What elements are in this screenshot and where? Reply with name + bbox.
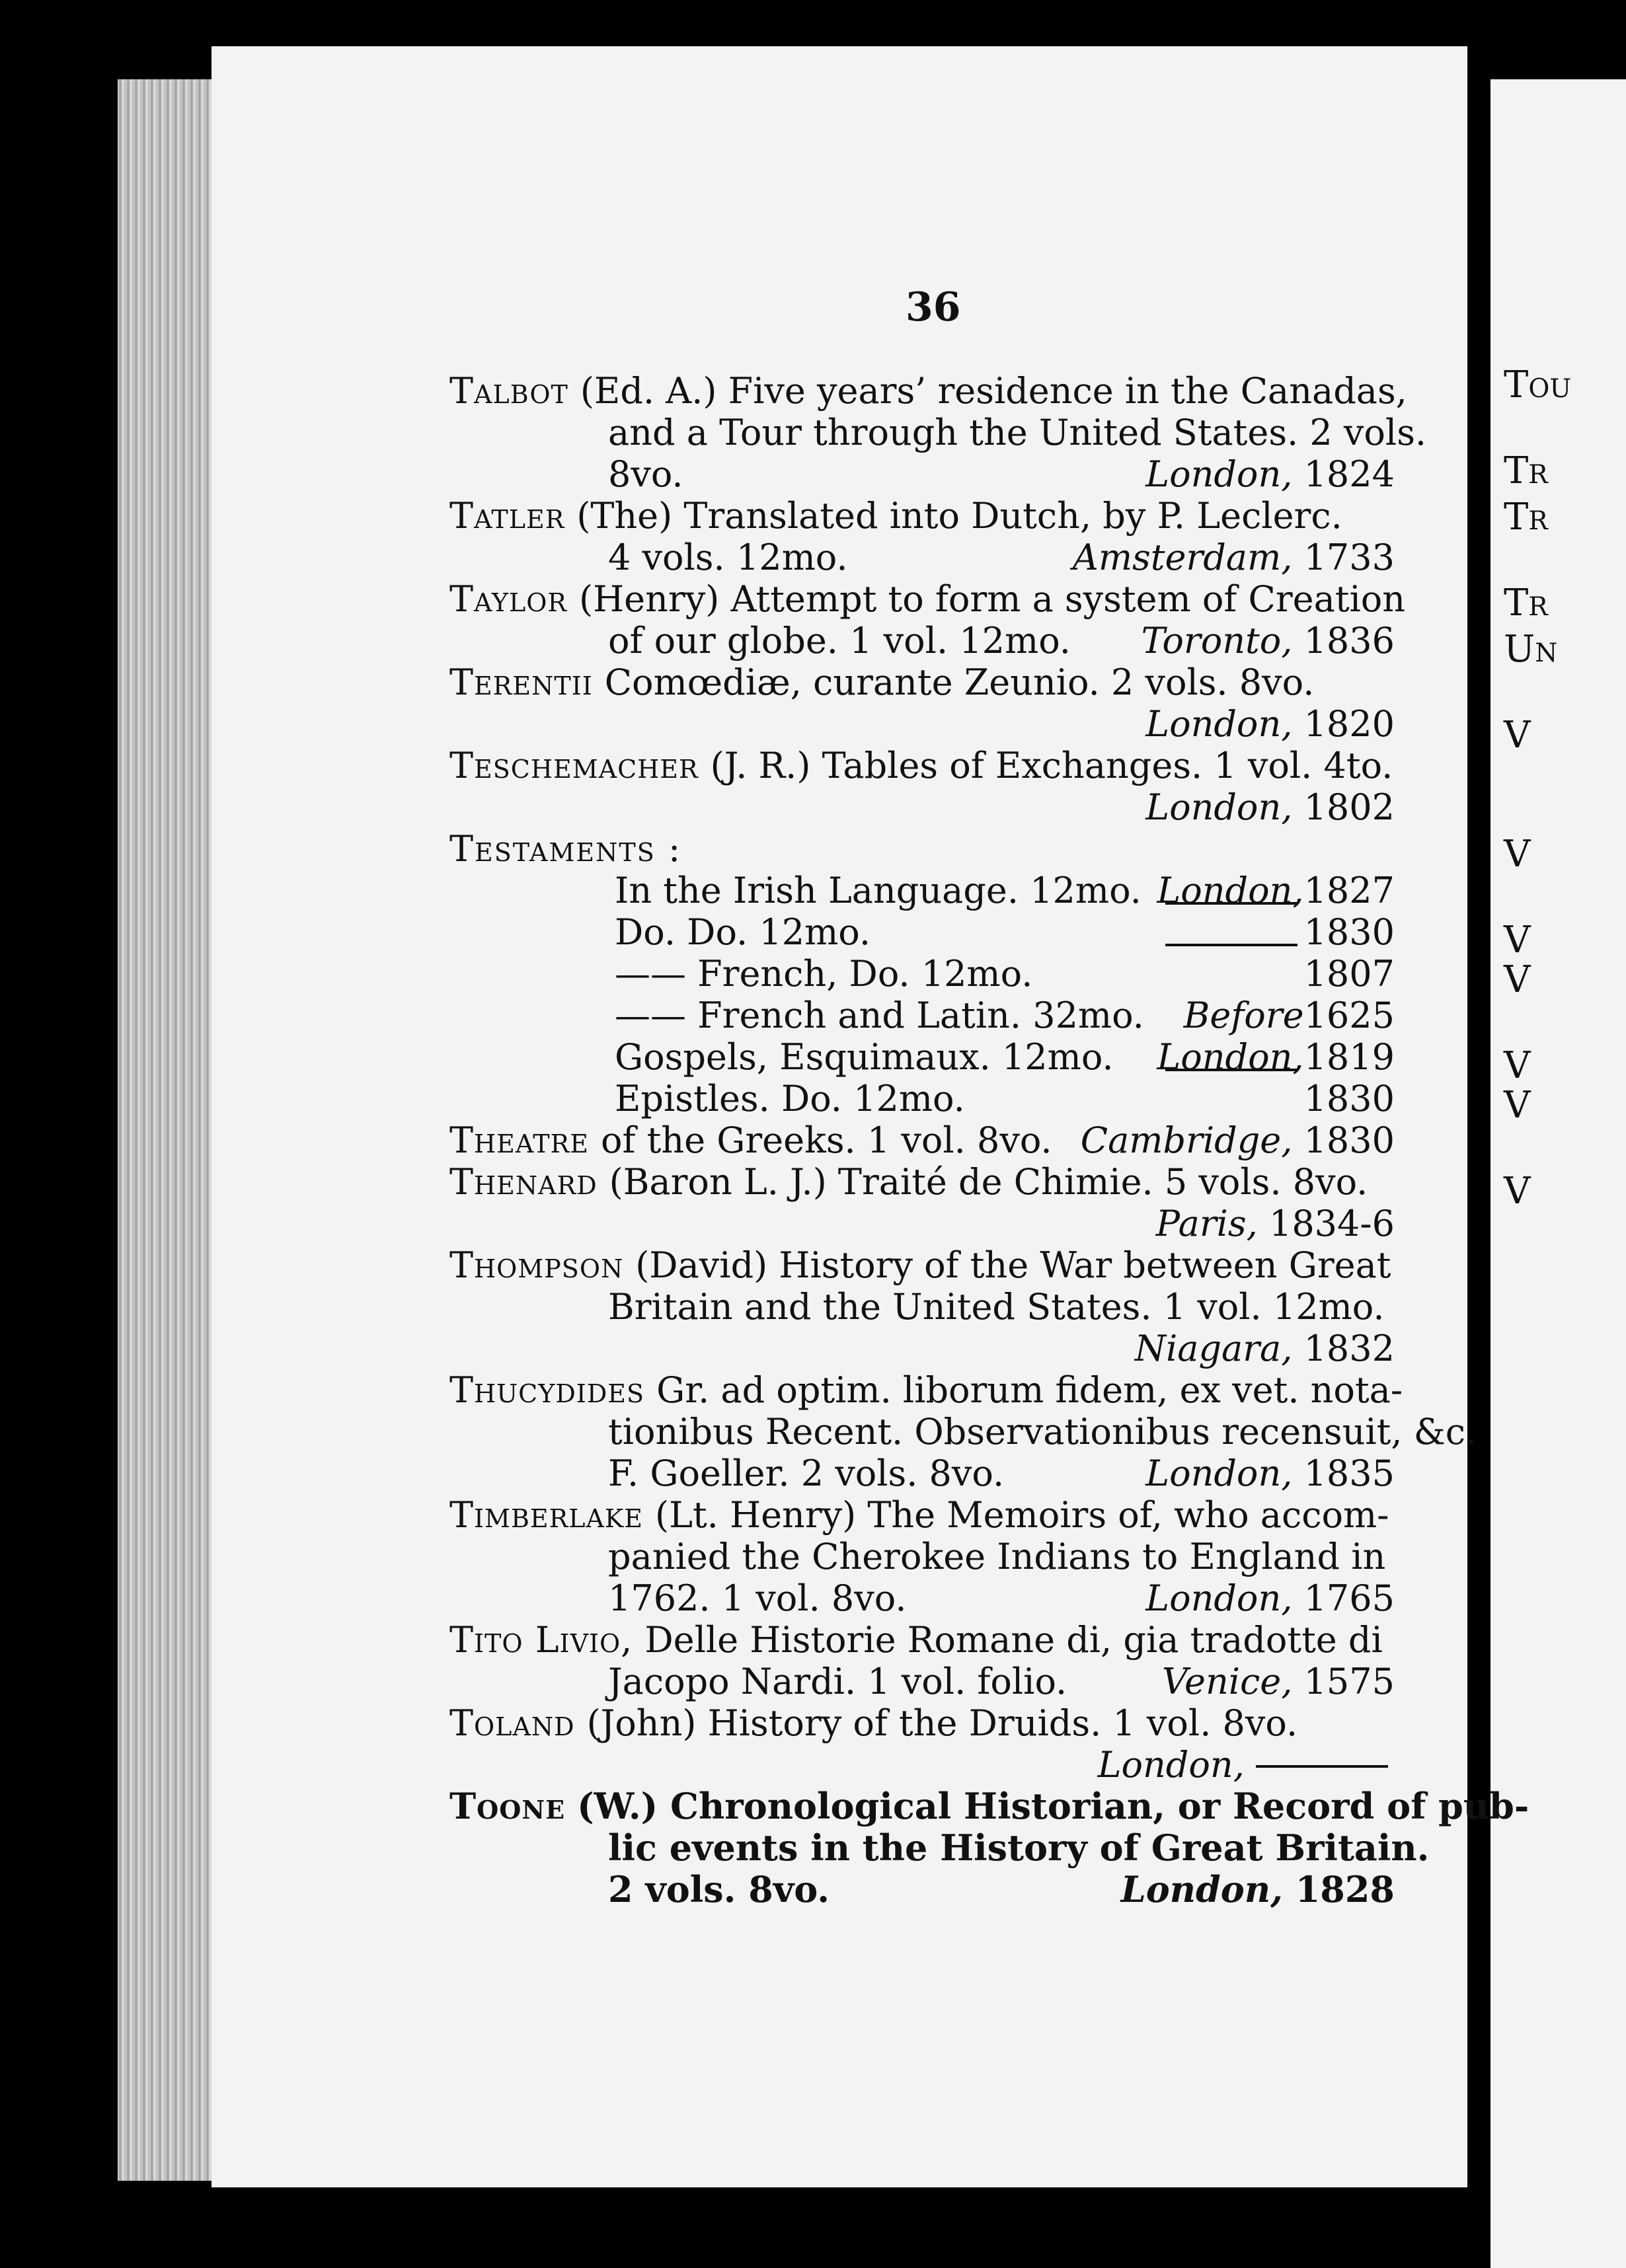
entry-name: Tatler — [449, 495, 565, 537]
facing-page-fragment: V — [1504, 714, 1531, 757]
entry-imprint: London, — [1097, 1744, 1245, 1786]
entry-name: Thompson — [449, 1244, 624, 1286]
page-number: 36 — [906, 284, 961, 330]
entry-name: Terentii — [449, 662, 593, 703]
catalogue-entry — [449, 1785, 1529, 1910]
entry-imprint: London, — [1145, 1453, 1293, 1494]
entry-text: tionibus Recent. Observationibus recensuit, &c. — [608, 1411, 1477, 1453]
catalogue-entry — [449, 1119, 1395, 1161]
ditto-rule — [1165, 902, 1297, 944]
entry-text: (Ed. A.) Five years’ residence in the Canadas, — [580, 370, 1407, 412]
entry-year: 1828 — [1295, 1868, 1395, 1910]
facing-page-fragment: V — [1504, 919, 1531, 962]
entry-text: 2 vols. 8vo. — [608, 1868, 830, 1910]
testament-imprint: Before — [1183, 995, 1304, 1036]
entry-name: Theatre — [449, 1119, 589, 1161]
entry-imprint: London, — [1145, 1577, 1293, 1619]
entry-text: (W.) Chronological Historian, or Record of pub- — [577, 1785, 1529, 1827]
entry-year: 1836 — [1303, 620, 1395, 662]
entry-imprint: London, — [1145, 453, 1293, 495]
entry-name: Timberlake — [449, 1494, 644, 1536]
entry-text: 8vo. — [608, 453, 683, 495]
facing-page-fragment: Tou — [1504, 363, 1572, 406]
catalogue-entry — [449, 1494, 1395, 1619]
facing-page-fragment: V — [1504, 1044, 1531, 1087]
entry-text: 4 vols. 12mo. — [608, 537, 848, 578]
entry-text: Britain and the United States. 1 vol. 12mo. — [608, 1286, 1385, 1328]
entry-year: 1802 — [1303, 786, 1395, 828]
ditto-rule — [1165, 944, 1297, 985]
entry-imprint: London, — [1145, 703, 1293, 745]
facing-page-fragment: V — [1504, 833, 1531, 876]
testament-year: 1819 — [1303, 1036, 1395, 1078]
entry-text: (The) Translated into Dutch, by P. Leclerc. — [576, 495, 1342, 537]
entry-imprint: Toronto, — [1141, 620, 1293, 662]
entry-imprint: Amsterdam, — [1072, 537, 1293, 578]
facing-page-fragment: V — [1504, 1084, 1531, 1127]
testament-item — [449, 1078, 1395, 1119]
entry-text: Jacopo Nardi. 1 vol. folio. — [608, 1661, 1067, 1702]
testaments-group — [449, 828, 1395, 1119]
facing-page-fragment: V — [1504, 958, 1531, 1001]
entry-text: lic events in the History of Great Britain. — [608, 1827, 1430, 1869]
catalogue-entry — [449, 1369, 1477, 1494]
entry-text: F. Goeller. 2 vols. 8vo. — [608, 1453, 1005, 1494]
entry-name: Taylor — [449, 578, 568, 620]
ditto-rule — [1256, 1765, 1388, 1768]
testament-desc: Do. Do. 12mo. — [615, 911, 871, 953]
entry-imprint: London, — [1120, 1868, 1283, 1910]
testament-year: 1830 — [1303, 1078, 1395, 1119]
entry-text: Comœdiæ, curante Zeunio. 2 vols. 8vo. — [604, 662, 1315, 703]
catalogue-entry — [449, 1244, 1395, 1369]
entry-year: 1835 — [1303, 1453, 1395, 1494]
testament-year: 1827 — [1303, 870, 1395, 911]
book-edge — [118, 79, 217, 2181]
entry-name: Thenard — [449, 1161, 598, 1203]
entry-text: and a Tour through the United States. 2 vols. — [608, 412, 1427, 453]
entry-year: 1820 — [1303, 703, 1395, 745]
catalogue-entry — [449, 1619, 1395, 1702]
ditto-rule — [1165, 1069, 1297, 1110]
entry-year: 1832 — [1303, 1328, 1395, 1369]
entry-text: Delle Historie Romane di, gia tradotte di — [644, 1619, 1383, 1661]
testament-desc: Epistles. Do. 12mo. — [615, 1078, 965, 1119]
entry-imprint: Cambridge, — [1080, 1119, 1293, 1161]
testament-desc: In the Irish Language. 12mo. — [615, 870, 1142, 911]
entry-name: Toone — [449, 1785, 566, 1827]
testament-desc: Gospels, Esquimaux. 12mo. — [615, 1036, 1114, 1078]
facing-page-fragment: V — [1504, 1170, 1531, 1213]
entry-text: (Lt. Henry) The Memoirs of, who accom- — [655, 1494, 1389, 1536]
catalogue-entry — [449, 578, 1406, 662]
testament-year: 1830 — [1303, 911, 1395, 953]
testament-item — [449, 995, 1395, 1036]
entry-name: Toland — [449, 1702, 575, 1744]
entry-year: 1830 — [1303, 1119, 1395, 1161]
entry-text: (J. R.) Tables of Exchanges. 1 vol. 4to. — [710, 745, 1393, 786]
testament-year: 1807 — [1303, 953, 1395, 995]
catalogue-entry — [449, 370, 1427, 495]
facing-page-fragment: Un — [1504, 628, 1558, 671]
entry-text: 1762. 1 vol. 8vo. — [608, 1577, 907, 1619]
facing-page-fragment: Tr — [1504, 449, 1548, 492]
facing-page-edge — [1490, 79, 1626, 2268]
entry-year: 1824 — [1303, 453, 1395, 495]
entry-name: Teschemacher — [449, 745, 699, 786]
entry-name: Talbot — [449, 370, 568, 412]
entry-text: (Henry) Attempt to form a system of Creation — [579, 578, 1406, 620]
catalogue-entry — [449, 1161, 1395, 1244]
facing-page-fragment: Tr — [1504, 582, 1548, 624]
entry-imprint: London, — [1145, 786, 1293, 828]
entry-text: (John) History of the Druids. 1 vol. 8vo. — [586, 1702, 1298, 1744]
catalogue-entry — [449, 495, 1395, 578]
entry-year: 1733 — [1303, 537, 1395, 578]
entry-text: of our globe. 1 vol. 12mo. — [608, 620, 1071, 662]
testament-imprint: London, — [1157, 870, 1304, 911]
testament-desc: —— French, Do. 12mo. — [615, 953, 1033, 995]
entry-year: 1575 — [1303, 1661, 1395, 1702]
facing-page-fragment: Tr — [1504, 496, 1548, 539]
testament-year: 1625 — [1303, 995, 1395, 1036]
testament-item — [449, 953, 1395, 995]
entry-imprint: Venice, — [1161, 1661, 1293, 1702]
testament-desc: —— French and Latin. 32mo. — [615, 995, 1144, 1036]
entry-name: Thucydides — [449, 1369, 645, 1411]
entry-name: Tito Livio, — [449, 1619, 633, 1661]
catalogue-list — [449, 370, 1529, 1910]
entry-text: (Baron L. J.) Traité de Chimie. 5 vols. 8vo. — [609, 1161, 1368, 1203]
catalogue-entry — [449, 1702, 1395, 1786]
entry-imprint: Paris, — [1155, 1203, 1258, 1244]
entry-imprint: Niagara, — [1134, 1328, 1293, 1369]
entry-text: panied the Cherokee Indians to England in — [608, 1536, 1386, 1577]
entry-text: (David) History of the War between Great — [635, 1244, 1391, 1286]
entry-text: of the Greeks. 1 vol. 8vo. — [600, 1119, 1052, 1161]
entry-text: Gr. ad optim. liborum fidem, ex vet. nota- — [656, 1369, 1403, 1411]
testaments-heading: Testaments : — [449, 828, 682, 870]
entry-year: 1834-6 — [1268, 1203, 1395, 1244]
entry-year: 1765 — [1303, 1577, 1395, 1619]
testament-imprint: London, — [1157, 1036, 1304, 1078]
catalogue-entry — [449, 662, 1395, 745]
catalogue-entry — [449, 745, 1395, 828]
